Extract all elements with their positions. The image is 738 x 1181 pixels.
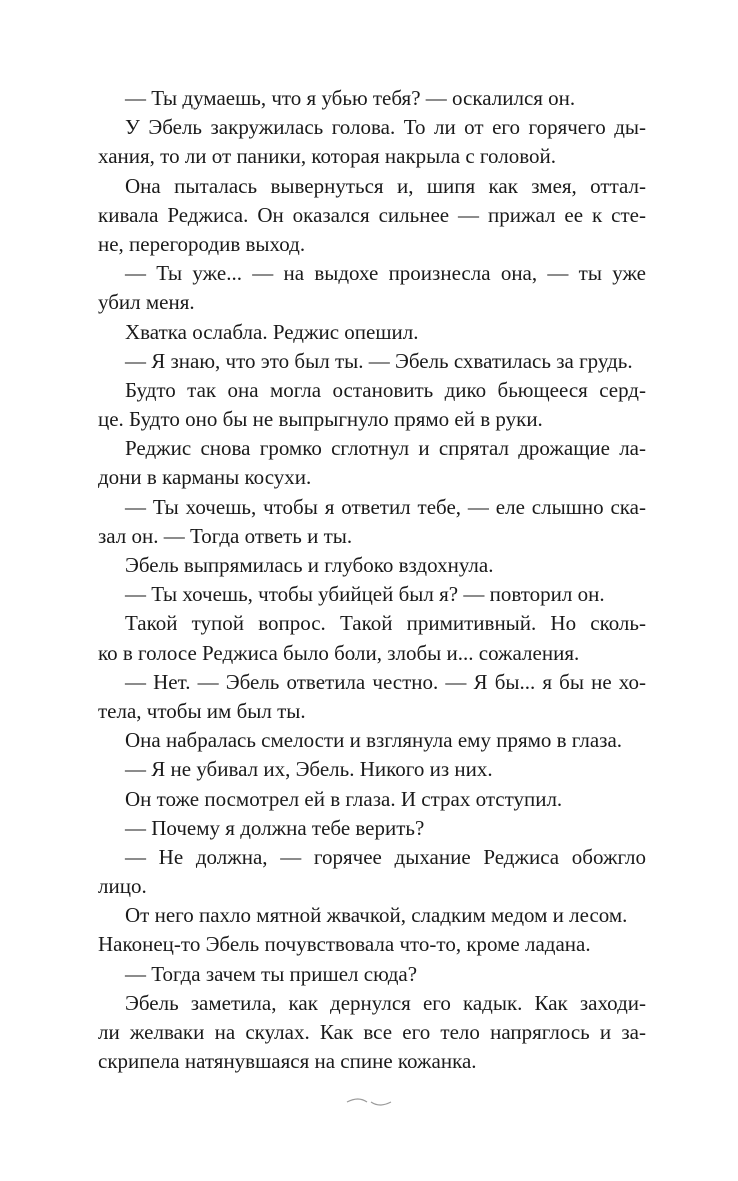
text-line: тела, чтобы им был ты. (98, 698, 306, 723)
text-line: — Тогда зачем ты пришел сюда? (125, 961, 418, 986)
text-line: хания, то ли от паники, которая накрыла с головой. (98, 144, 556, 169)
text-line: Она пыталась вывернуться и, шипя как змея, оттал- (125, 173, 646, 198)
text-line: Эбель выпрямилась и глубоко вздохнула. (125, 553, 494, 577)
text-line: убил меня. (98, 290, 195, 315)
text-line: — Ты думаешь, что я убью тебя? — оскалился он. (125, 86, 576, 110)
text-line: дони в карманы косухи. (98, 465, 312, 490)
text-line: не, перегородив выход. (98, 231, 306, 256)
page-ornament (341, 1098, 397, 1106)
text-line: Хватка ослабла. Реджис опешил. (125, 319, 419, 344)
text-line: — Я знаю, что это был ты. — Эбель схватилась за грудь. (125, 348, 633, 373)
text-line: Будто так она могла остановить дико бьющееся серд- (125, 377, 646, 402)
text-line: — Ты хочешь, чтобы я ответил тебе, — еле слышно ска- (125, 494, 646, 519)
text-line: — Не должна, — горячее дыхание Реджиса обожгло (125, 844, 646, 869)
text-line: Эбель заметила, как дернулся его кадык. Как заходи- (125, 990, 646, 1015)
text-line: Такой тупой вопрос. Такой примитивный. Но сколь- (125, 611, 646, 636)
page-body-text (98, 84, 646, 1076)
text-line: — Я не убивал их, Эбель. Никого из них. (125, 757, 493, 782)
text-line: лицо. (98, 874, 147, 899)
text-line: — Почему я должна тебе верить? (125, 815, 425, 840)
text-line: зал он. — Тогда ответь и ты. (98, 523, 353, 548)
text-line: кивала Реджиса. Он оказался сильнее — прижал ее к сте- (98, 202, 646, 227)
text-line: У Эбель закружилась голова. То ли от его горячего ды- (125, 115, 646, 140)
text-line: Реджис снова громко сглотнул и спрятал дрожащие ла- (125, 436, 646, 461)
text-line: ко в голосе Реджиса было боли, злобы и... сожаления. (98, 640, 580, 665)
text-line: Он тоже посмотрел ей в глаза. И страх отступил. (125, 786, 563, 811)
text-line: це. Будто оно бы не выпрыгнуло прямо ей в руки. (98, 407, 543, 432)
text-line: От него пахло мятной жвачкой, сладким медом и лесом. (125, 903, 628, 928)
text-line: Она набралась смелости и взглянула ему прямо в глаза. (125, 728, 623, 753)
text-line: — Ты уже... — на выдохе произнесла она, — ты уже (125, 261, 646, 286)
text-line: — Нет. — Эбель ответила честно. — Я бы... я бы не хо- (125, 669, 646, 694)
text-line: — Ты хочешь, чтобы убийцей был я? — повторил он. (125, 582, 605, 607)
text-line: скрипела натянувшаяся на спине кожанка. (98, 1049, 477, 1074)
text-line: ли желваки на скулах. Как все его тело напряглось и за- (98, 1020, 646, 1044)
text-line: Наконец-то Эбель почувствовала что-то, кроме ладана. (98, 932, 591, 957)
